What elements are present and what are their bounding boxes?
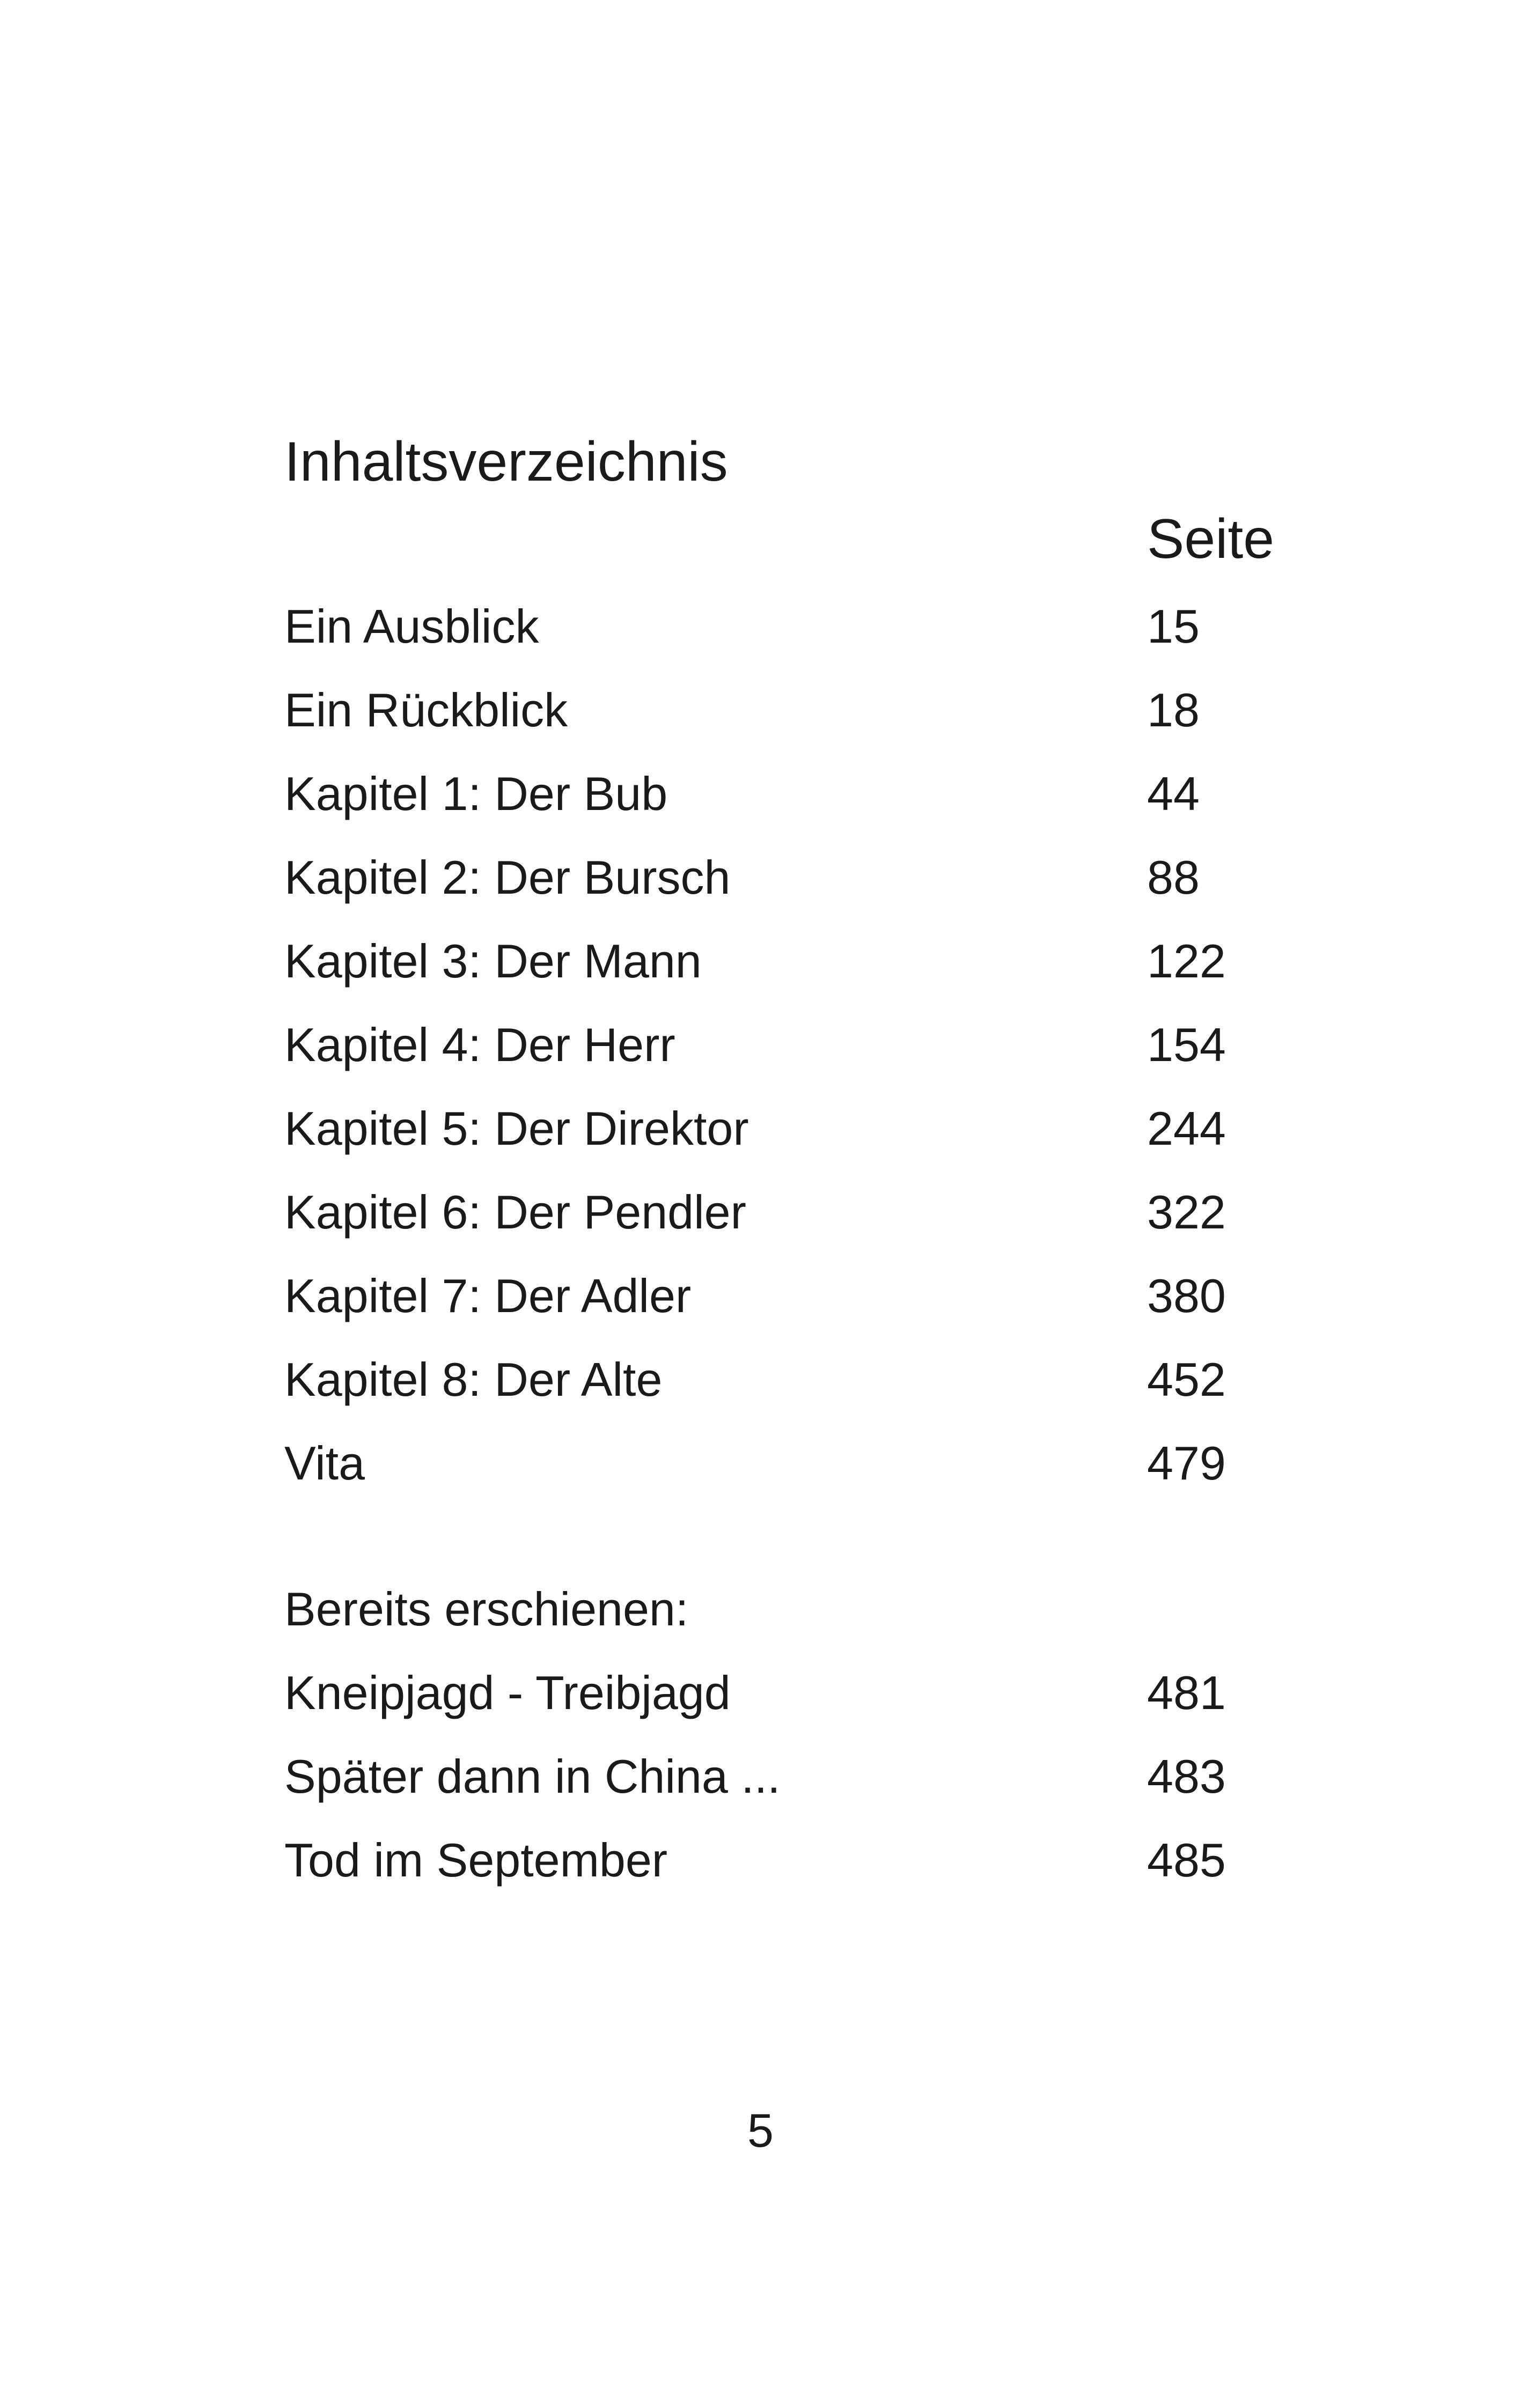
toc-entry-page: 122 [1147,934,1226,988]
toc-entry-page: 15 [1147,600,1200,653]
published-entry-page: 481 [1147,1666,1226,1719]
toc-entry-label: Kapitel 1: Der Bub [284,767,668,820]
toc-entry [284,1096,1304,1161]
published-entry [284,1828,1304,1892]
toc-entry-label: Ein Rückblick [284,683,568,737]
toc-entry-label: Ein Ausblick [284,600,539,653]
toc-entry-page: 44 [1147,767,1200,820]
toc-entry-label: Kapitel 3: Der Mann [284,934,702,988]
toc-entry-label: Kapitel 7: Der Adler [284,1269,692,1322]
toc-entry [284,1013,1304,1077]
published-entry-page: 483 [1147,1750,1226,1803]
published-entry-label: Tod im September [284,1833,668,1887]
toc-entry-label: Kapitel 4: Der Herr [284,1018,675,1071]
published-heading: Bereits erschienen: [284,1582,689,1636]
toc-entry-page: 18 [1147,683,1200,737]
published-entry-page: 485 [1147,1833,1226,1887]
toc-entry [284,1264,1304,1328]
published-entry-label: Später dann in China ... [284,1750,781,1803]
toc-entry [284,594,1304,659]
toc-entry-page: 154 [1147,1018,1226,1071]
toc-entry [284,845,1304,910]
page-column-header: Seite [1147,508,1275,570]
toc-entry-label: Kapitel 8: Der Alte [284,1353,663,1406]
toc-entry [284,1431,1304,1496]
published-entry [284,1744,1304,1809]
toc-entry [284,678,1304,742]
toc-entry [284,762,1304,826]
page-number: 5 [747,2104,774,2157]
toc-entry-page: 479 [1147,1437,1226,1490]
published-entry-label: Kneipjagd - Treibjagd [284,1666,731,1719]
toc-entry-page: 452 [1147,1353,1226,1406]
toc-entry-page: 322 [1147,1185,1226,1239]
toc-entry-page: 380 [1147,1269,1226,1322]
toc-entry-page: 88 [1147,851,1200,904]
toc-title: Inhaltsverzeichnis [284,431,728,493]
toc-entry-label: Vita [284,1437,365,1490]
toc-entry-label: Kapitel 2: Der Bursch [284,851,731,904]
toc-entry-label: Kapitel 6: Der Pendler [284,1185,746,1239]
toc-entry [284,929,1304,993]
toc-entry-label: Kapitel 5: Der Direktor [284,1102,749,1155]
toc-entry [284,1180,1304,1244]
toc-entry-page: 244 [1147,1102,1226,1155]
published-entry [284,1661,1304,1725]
toc-entry [284,1347,1304,1412]
